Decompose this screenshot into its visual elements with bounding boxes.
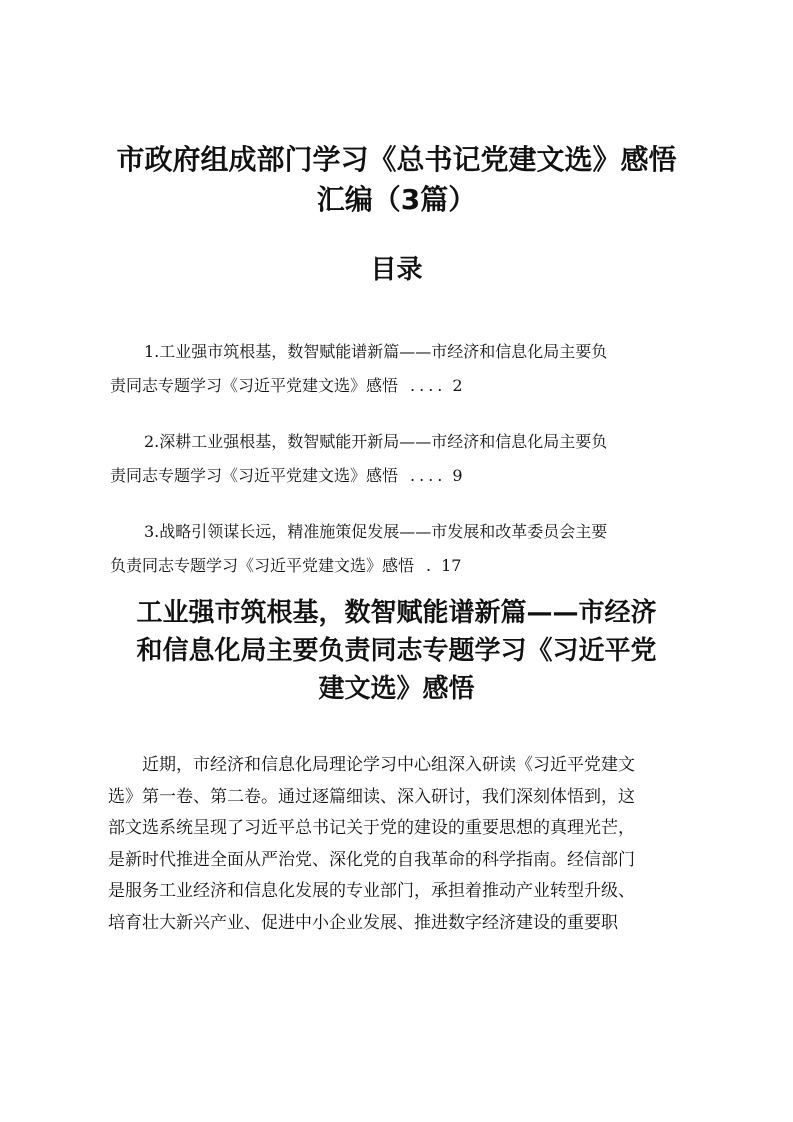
body-line: 是服务工业经济和信息化发展的专业部门，承担着推动产业转型升级、: [108, 881, 635, 901]
table-of-contents: [110, 335, 700, 605]
toc-leader: ....: [410, 466, 447, 485]
toc-heading: 目录: [370, 255, 423, 285]
toc-entry-title-line1: 2.深耕工业强根基，数智赋能开新局——市经济和信息化局主要负: [144, 432, 608, 451]
toc-entry-title-text: 责同志专题学习《习近平党建文选》感悟: [110, 466, 399, 485]
body-line: 培育壮大新兴产业、促进中小企业发展、推进数字经济建设的重要职: [108, 912, 618, 933]
toc-entry-title-line1: 3.战略引领谋长远，精准施策促发展——市发展和改革委员会主要: [144, 522, 608, 541]
article-title-line: 和信息化局主要负责同志专题学习《习近平党: [136, 636, 657, 666]
document-title-line: 汇编（3篇）: [316, 183, 477, 216]
toc-page-number: 2: [452, 376, 463, 395]
toc-entry-title-text: 负责同志专题学习《习近平党建文选》感悟: [110, 556, 415, 575]
toc-entry-title-line2: [110, 549, 700, 583]
article-title: [90, 594, 703, 708]
toc-entry-title-line2: [110, 369, 700, 403]
toc-entry[interactable]: [110, 425, 700, 493]
toc-page-number: 17: [441, 556, 462, 575]
article-title-line: 建文选》感悟: [318, 674, 475, 704]
toc-entry[interactable]: [110, 515, 700, 583]
toc-page-number: 9: [452, 466, 463, 485]
toc-entry-title-line2: [110, 459, 700, 493]
article-body: [108, 750, 700, 939]
body-line: 部文选系统呈现了习近平总书记关于党的建设的重要思想的真理光芒，: [108, 818, 635, 838]
toc-leader: ....: [410, 376, 447, 395]
document-title-line: 市政府组成部门学习《总书记党建文选》感悟: [116, 143, 677, 176]
body-line: 选》第一卷、第二卷。通过逐篇细读、深入研讨，我们深刻体悟到，这: [108, 786, 635, 807]
toc-entry[interactable]: [110, 335, 700, 403]
document-title: [90, 140, 703, 220]
toc-leader: .: [426, 556, 436, 575]
toc-entry-title-text: 责同志专题学习《习近平党建文选》感悟: [110, 376, 399, 395]
body-line: 近期，市经济和信息化局理论学习中心组深入研读《习近平党建文: [142, 755, 635, 775]
body-line: 是新时代推进全面从严治党、深化党的自我革命的科学指南。经信部门: [108, 849, 635, 870]
article-title-line: 工业强市筑根基，数智赋能谱新篇——市经济: [136, 598, 657, 628]
toc-entry-title-line1: 1.工业强市筑根基，数智赋能谱新篇——市经济和信息化局主要负: [144, 342, 608, 361]
